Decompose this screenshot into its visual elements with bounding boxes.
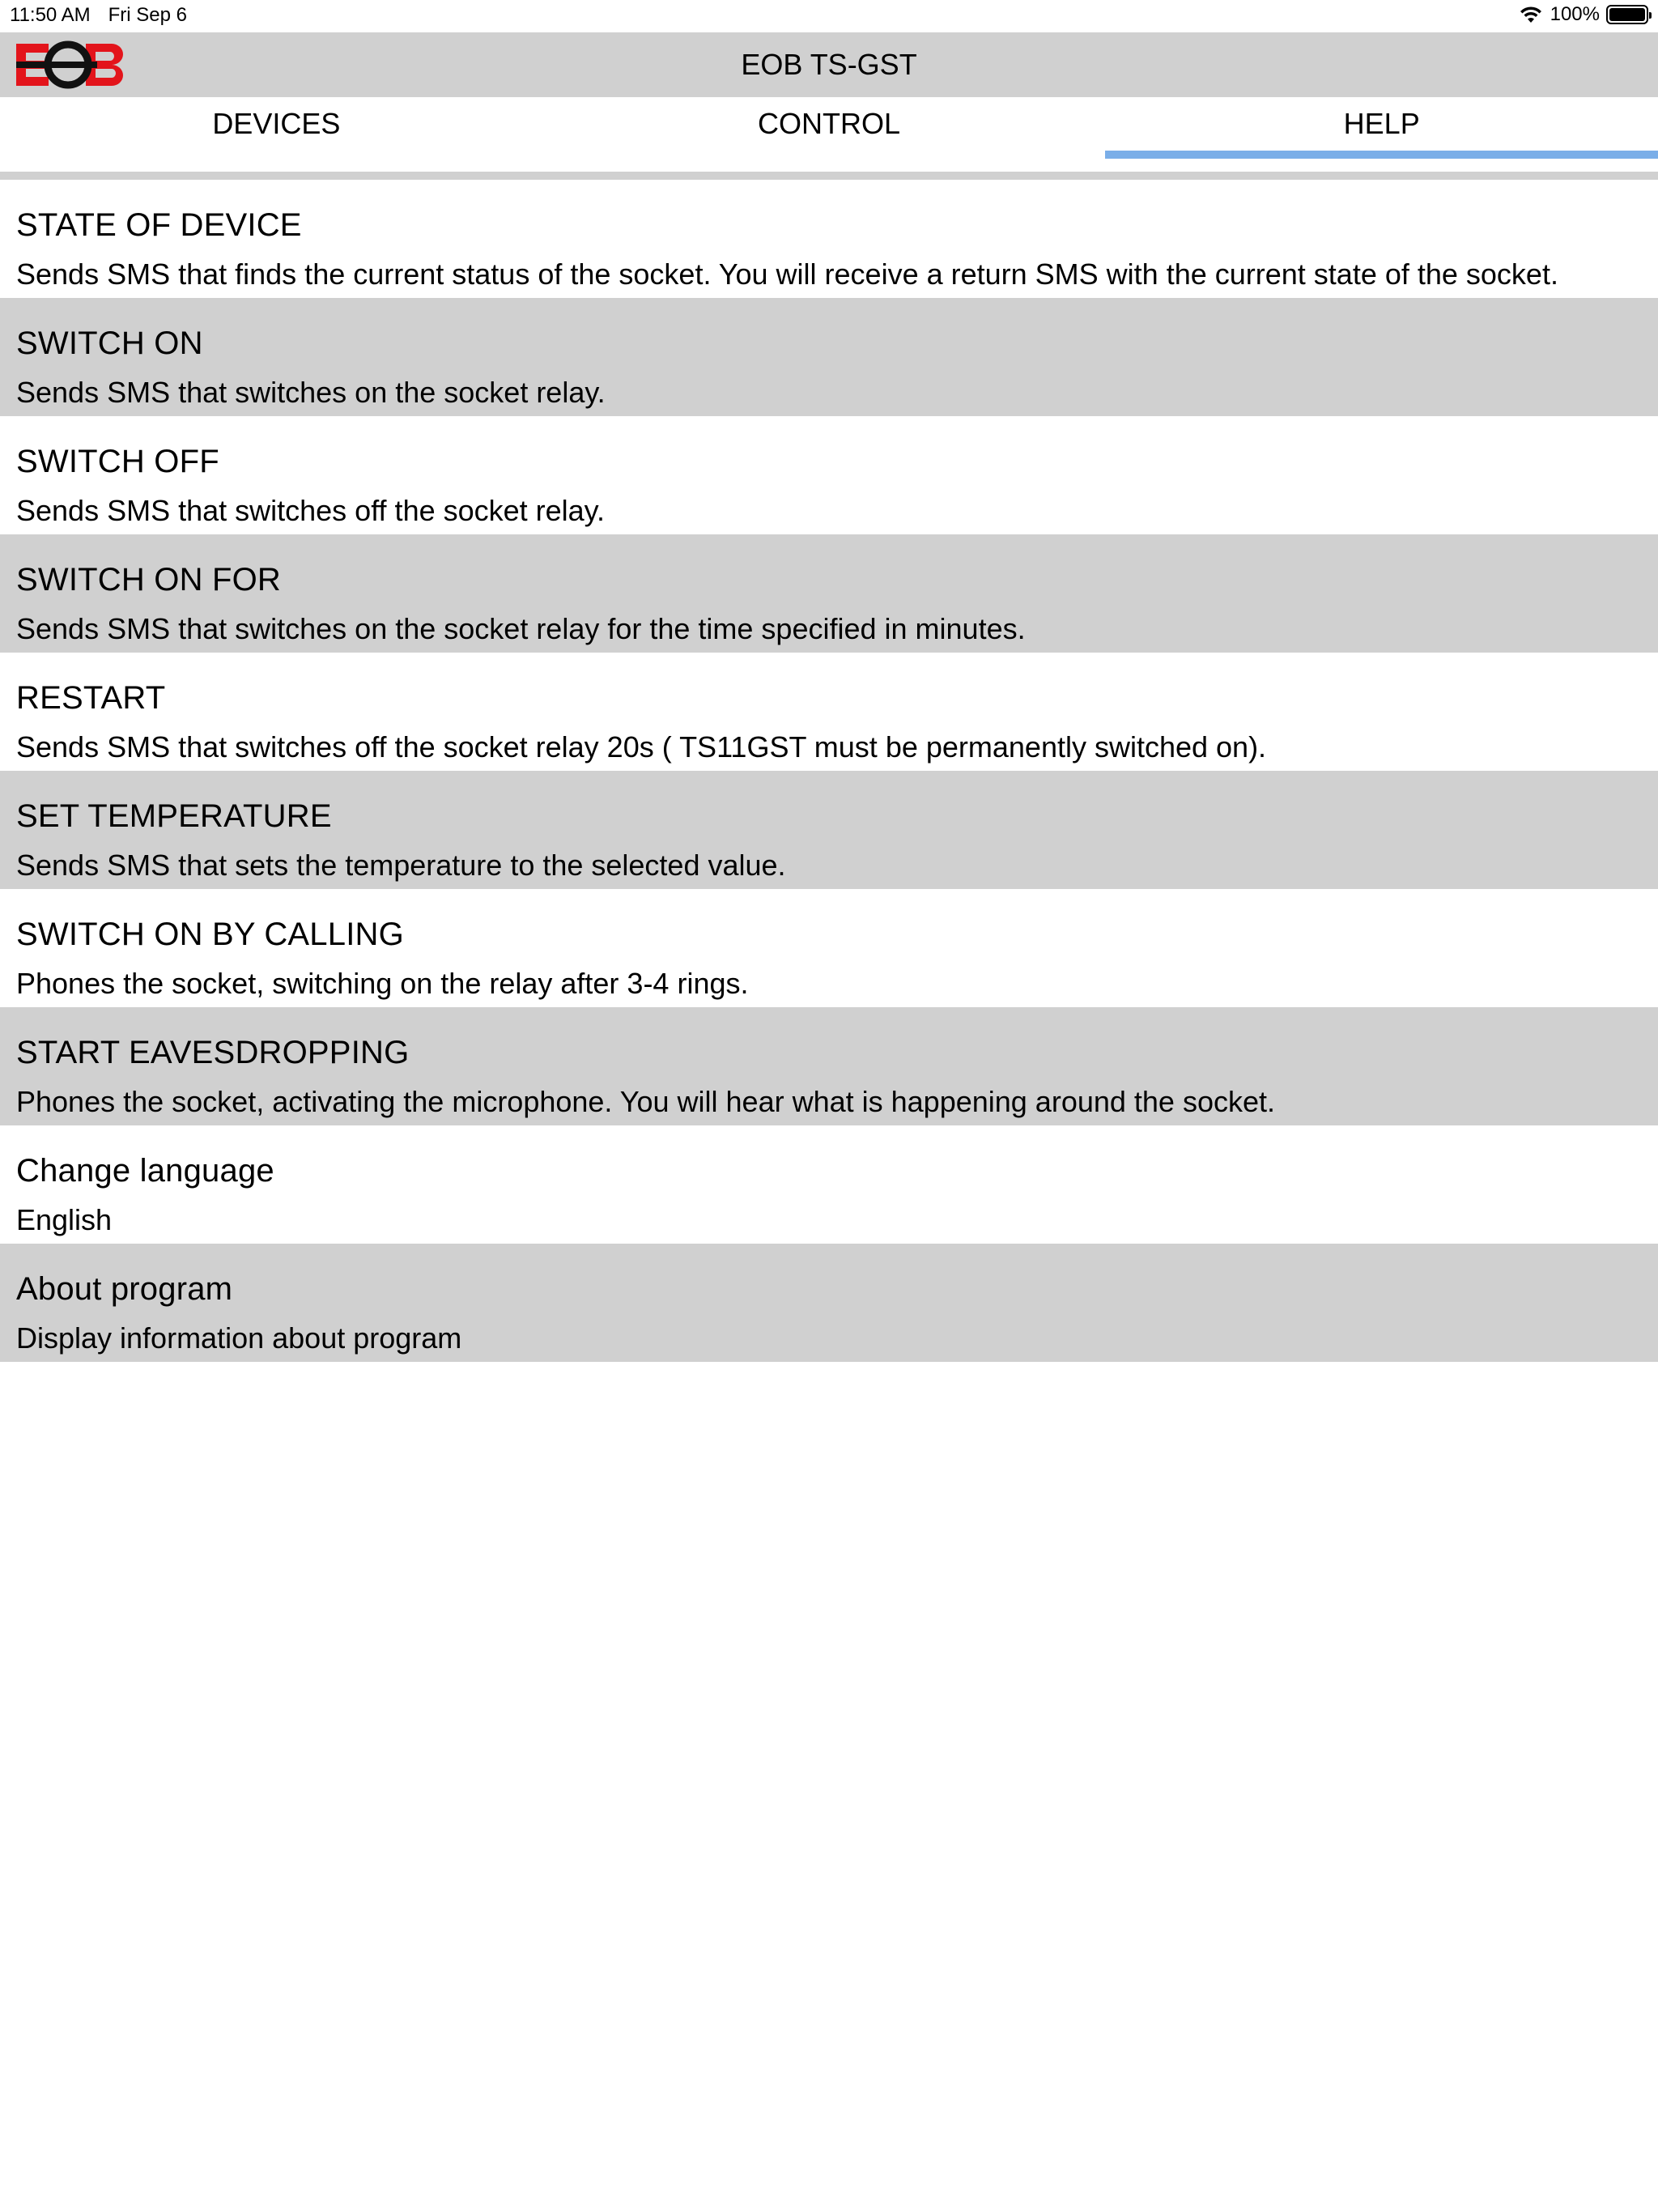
help-item-title: About program	[16, 1271, 233, 1307]
status-time: 11:50 AM	[10, 4, 91, 26]
battery-fill	[1609, 8, 1645, 21]
tab-help[interactable]: HELP	[1105, 97, 1658, 159]
status-bar	[0, 0, 1658, 32]
help-item-description: Sends SMS that switches on the socket relay.	[16, 376, 606, 409]
help-item-description: Sends SMS that switches off the socket relay 20s ( TS11GST must be permanently switched on).	[16, 730, 1267, 764]
wifi-icon	[1518, 5, 1544, 24]
tab-bar	[0, 97, 1658, 159]
help-item-restart[interactable]	[0, 653, 1658, 771]
help-item-title: STATE OF DEVICE	[16, 207, 302, 243]
help-item-description: Sends SMS that sets the temperature to the selected value.	[16, 849, 786, 882]
help-item-switch-on-by-calling[interactable]	[0, 889, 1658, 1007]
tab-devices[interactable]: DEVICES	[212, 107, 341, 140]
help-item-switch-on[interactable]	[0, 298, 1658, 416]
status-date: Fri Sep 6	[108, 4, 187, 26]
battery-icon	[1606, 5, 1648, 24]
tab-control[interactable]: CONTROL	[758, 107, 901, 140]
title-bar	[0, 32, 1658, 97]
help-item-switch-off[interactable]	[0, 416, 1658, 534]
help-item-description: Display information about program	[16, 1321, 462, 1355]
help-item-state-of-device[interactable]	[0, 180, 1658, 298]
help-item-description: Sends SMS that finds the current status of the socket. You will receive a return SMS with the current state of the socket.	[16, 257, 1558, 291]
help-item-title: SWITCH ON BY CALLING	[16, 917, 404, 952]
help-list	[0, 180, 1658, 1362]
help-item-description: Phones the socket, activating the microphone. You will hear what is happening around the socket.	[16, 1085, 1275, 1118]
help-item-title: Change language	[16, 1153, 274, 1189]
help-item-title: START EAVESDROPPING	[16, 1035, 410, 1070]
help-item-about-program[interactable]	[0, 1244, 1658, 1362]
help-item-description: Sends SMS that switches off the socket relay.	[16, 494, 606, 527]
help-item-title: SWITCH OFF	[16, 444, 219, 479]
help-item-title: SWITCH ON	[16, 325, 203, 361]
help-item-description: Sends SMS that switches on the socket relay for the time specified in minutes.	[16, 612, 1026, 645]
tabs-divider	[0, 172, 1658, 180]
help-item-start-eavesdropping[interactable]	[0, 1007, 1658, 1125]
help-item-change-language[interactable]	[0, 1125, 1658, 1244]
help-item-description: Phones the socket, switching on the relay after 3-4 rings.	[16, 967, 749, 1000]
app-title: EOB TS-GST	[741, 48, 917, 81]
help-item-title: SET TEMPERATURE	[16, 798, 332, 834]
battery-percentage: 100%	[1550, 3, 1600, 25]
help-item-title: RESTART	[16, 680, 166, 716]
help-item-description: English	[16, 1203, 113, 1236]
help-item-title: SWITCH ON FOR	[16, 562, 282, 598]
help-item-switch-on-for[interactable]	[0, 534, 1658, 653]
help-item-set-temperature[interactable]	[0, 771, 1658, 889]
